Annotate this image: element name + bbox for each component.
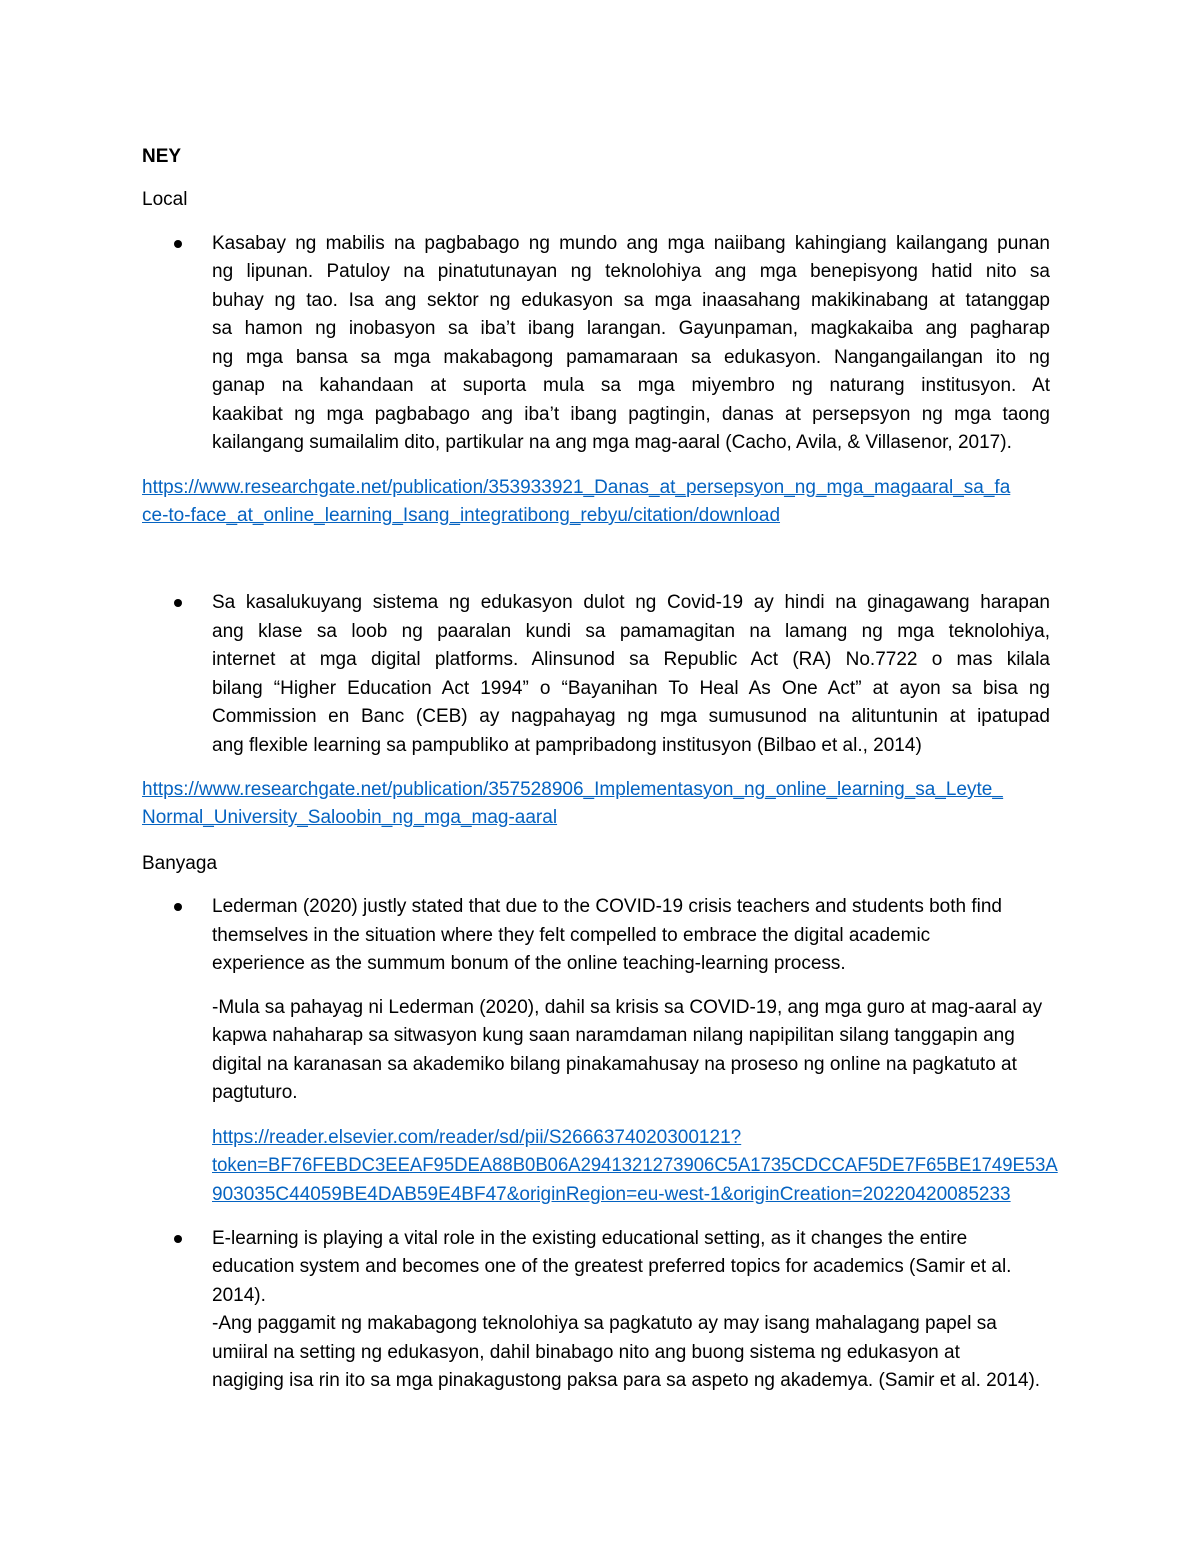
- reference-link[interactable]: https://www.researchgate.net/publication/353933921_Danas_at_persepsyon_ng_mga_magaaral_sa_fa: [142, 477, 1011, 498]
- paragraph-line: ng lipunan. Patuloy na pinatutunayan ng teknolohiya ang mga benepisyong hatid nito sa: [212, 261, 1050, 282]
- paragraph-line: sa hamon ng inobasyon sa iba’t ibang larangan. Gayunpaman, magkakaiba ang pagharap: [212, 318, 1050, 339]
- paragraph-line: umiiral na setting ng edukasyon, dahil binabago nito ang buong sistema ng edukasyon at: [212, 1342, 960, 1363]
- document-title: NEY: [142, 146, 182, 167]
- paragraph-line: themselves in the situation where they felt compelled to embrace the digital academic: [212, 925, 931, 946]
- paragraph-line: kailangang sumailalim dito, partikular na ang mga mag-aaral (Cacho, Avila, & Villasenor, 2017).: [212, 432, 1012, 453]
- paragraph-line: ng mga bansa sa mga makabagong pamamaraan sa edukasyon. Nangangailangan ito ng: [212, 347, 1050, 368]
- translation-line: kapwa nahaharap sa sitwasyon kung saan naramdaman nilang napipilitan silang tanggapin ang: [212, 1025, 1015, 1046]
- paragraph-line: Commission en Banc (CEB) ay nagpahayag ng mga sumusunod na alituntunin at ipatupad: [212, 706, 1050, 727]
- paragraph-line: education system and becomes one of the greatest preferred topics for academics (Samir et al.: [212, 1256, 1012, 1277]
- bullet-icon: [174, 903, 182, 911]
- reference-link[interactable]: https://www.researchgate.net/publication/357528906_Implementasyon_ng_online_learning_sa_Leyte_: [142, 779, 1003, 800]
- paragraph-line: ang flexible learning sa pampubliko at pampribadong institusyon (Bilbao et al., 2014): [212, 735, 922, 756]
- paragraph-line: E-learning is playing a vital role in the existing educational setting, as it changes the entire: [212, 1228, 968, 1249]
- paragraph-line: -Ang paggamit ng makabagong teknolohiya sa pagkatuto ay may isang mahalagang papel sa: [212, 1313, 997, 1334]
- bullet-icon: [174, 240, 182, 248]
- paragraph-line: buhay ng tao. Isa ang sektor ng edukasyon sa mga inaasahang makikinabang at tatanggap: [212, 290, 1050, 311]
- paragraph-line: nagiging isa rin ito sa mga pinakagustong paksa para sa aspeto ng akademya. (Samir et al. 2014).: [212, 1370, 1041, 1391]
- reference-link[interactable]: ce-to-face_at_online_learning_Isang_integratibong_rebyu/citation/download: [142, 505, 781, 526]
- translation-line: pagtuturo.: [212, 1082, 298, 1103]
- paragraph-line: bilang “Higher Education Act 1994” o “Bayanihan To Heal As One Act” at ayon sa bisa ng: [212, 678, 1050, 699]
- reference-link[interactable]: Normal_University_Saloobin_ng_mga_mag-aaral: [142, 807, 558, 828]
- paragraph-line: ang klase sa loob ng paaralan kundi sa pamamagitan na lamang ng mga teknolohiya,: [212, 621, 1050, 642]
- paragraph-line: 2014).: [212, 1285, 266, 1306]
- paragraph-line: Sa kasalukuyang sistema ng edukasyon dulot ng Covid-19 ay hindi na ginagawang harapan: [212, 592, 1050, 613]
- paragraph-line: kaakibat ng mga pagbabago ang iba’t ibang pagtingin, danas at persepsyon ng mga taong: [212, 404, 1050, 425]
- bullet-icon: [174, 1235, 182, 1243]
- reference-link[interactable]: token=BF76FEBDC3EEAF95DEA88B0B06A2941321273906C5A1735CDCCAF5DE7F65BE1749E53A: [212, 1155, 1058, 1176]
- paragraph-line: Kasabay ng mabilis na pagbabago ng mundo ang mga naiibang kahingiang kailangang punan: [212, 233, 1050, 254]
- translation-line: digital na karanasan sa akademiko bilang pinakamahusay na proseso ng online na pagkatuto at: [212, 1054, 1017, 1075]
- paragraph-line: Lederman (2020) justly stated that due to the COVID-19 crisis teachers and students both find: [212, 896, 1002, 917]
- reference-link[interactable]: https://reader.elsevier.com/reader/sd/pii/S2666374020300121?: [212, 1127, 742, 1148]
- paragraph-line: experience as the summum bonum of the online teaching-learning process.: [212, 953, 846, 974]
- bullet-icon: [174, 599, 182, 607]
- paragraph-line: internet at mga digital platforms. Alinsunod sa Republic Act (RA) No.7722 o mas kilala: [212, 649, 1050, 670]
- paragraph-line: ganap na kahandaan at suporta mula sa mga miyembro ng naturang institusyon. At: [212, 375, 1050, 396]
- section-heading-foreign: Banyaga: [142, 853, 218, 874]
- translation-line: -Mula sa pahayag ni Lederman (2020), dahil sa krisis sa COVID-19, ang mga guro at mag-aaral ay: [212, 997, 1043, 1018]
- reference-link[interactable]: 903035C44059BE4DAB59E4BF47&originRegion=eu-west-1&originCreation=20220420085233: [212, 1184, 1011, 1205]
- section-heading-local: Local: [142, 189, 188, 210]
